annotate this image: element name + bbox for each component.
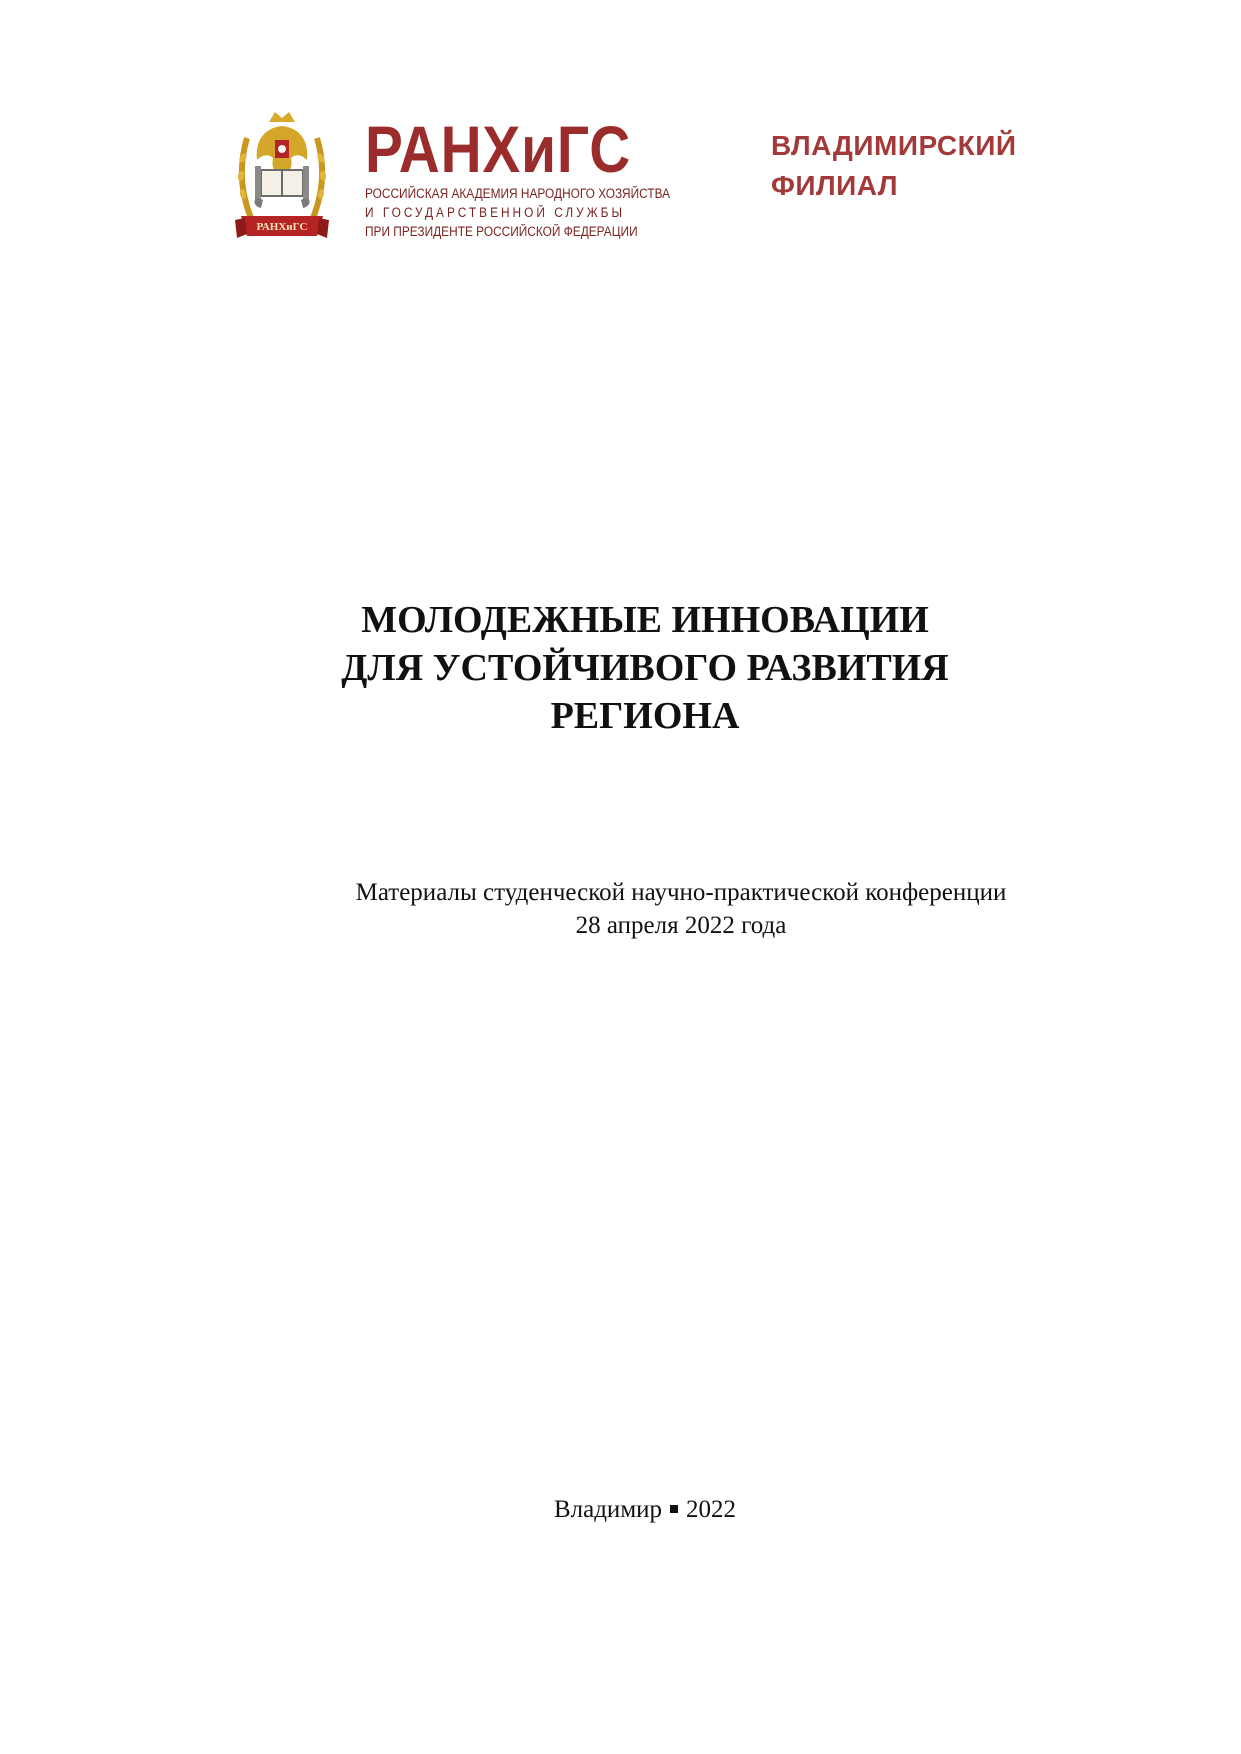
imprint-city: Владимир: [553, 1496, 663, 1523]
separator-square-icon: [670, 1505, 678, 1513]
branch-line-2: ФИЛИАЛ: [771, 170, 899, 201]
subtitle-line-1: Материалы студенческой научно-практической конференции: [355, 879, 1007, 906]
header: [233, 104, 1033, 254]
title-line-1: МОЛОДЕЖНЫЕ ИННОВАЦИИ: [361, 599, 929, 641]
branch-line-1: ВЛАДИМИРСКИЙ: [771, 130, 1017, 161]
title-line-3: РЕГИОНА: [550, 695, 740, 737]
document-subtitle: [0, 876, 1241, 942]
imprint-year: 2022: [686, 1496, 737, 1523]
svg-text:РАНХиГС: РАНХиГС: [256, 221, 308, 233]
emblem-icon: [233, 108, 331, 248]
brand-subtitle-line-3: ПРИ ПРЕЗИДЕНТЕ РОССИЙСКОЙ ФЕДЕРАЦИИ: [365, 224, 638, 239]
title-line-2: ДЛЯ УСТОЙЧИВОГО РАЗВИТИЯ: [341, 647, 949, 689]
branch-name: [771, 126, 1017, 206]
imprint: [0, 1494, 1241, 1526]
brand-subtitle-line-2: И ГОСУДАРСТВЕННОЙ СЛУЖБЫ: [365, 205, 625, 220]
subtitle-line-2: 28 апреля 2022 года: [575, 912, 787, 939]
brand-logo: [365, 112, 671, 239]
brand-name: РАНХиГС: [365, 112, 632, 186]
document-title: [0, 596, 1241, 740]
brand-subtitle-line-1: РОССИЙСКАЯ АКАДЕМИЯ НАРОДНОГО ХОЗЯЙСТВА: [365, 186, 671, 201]
